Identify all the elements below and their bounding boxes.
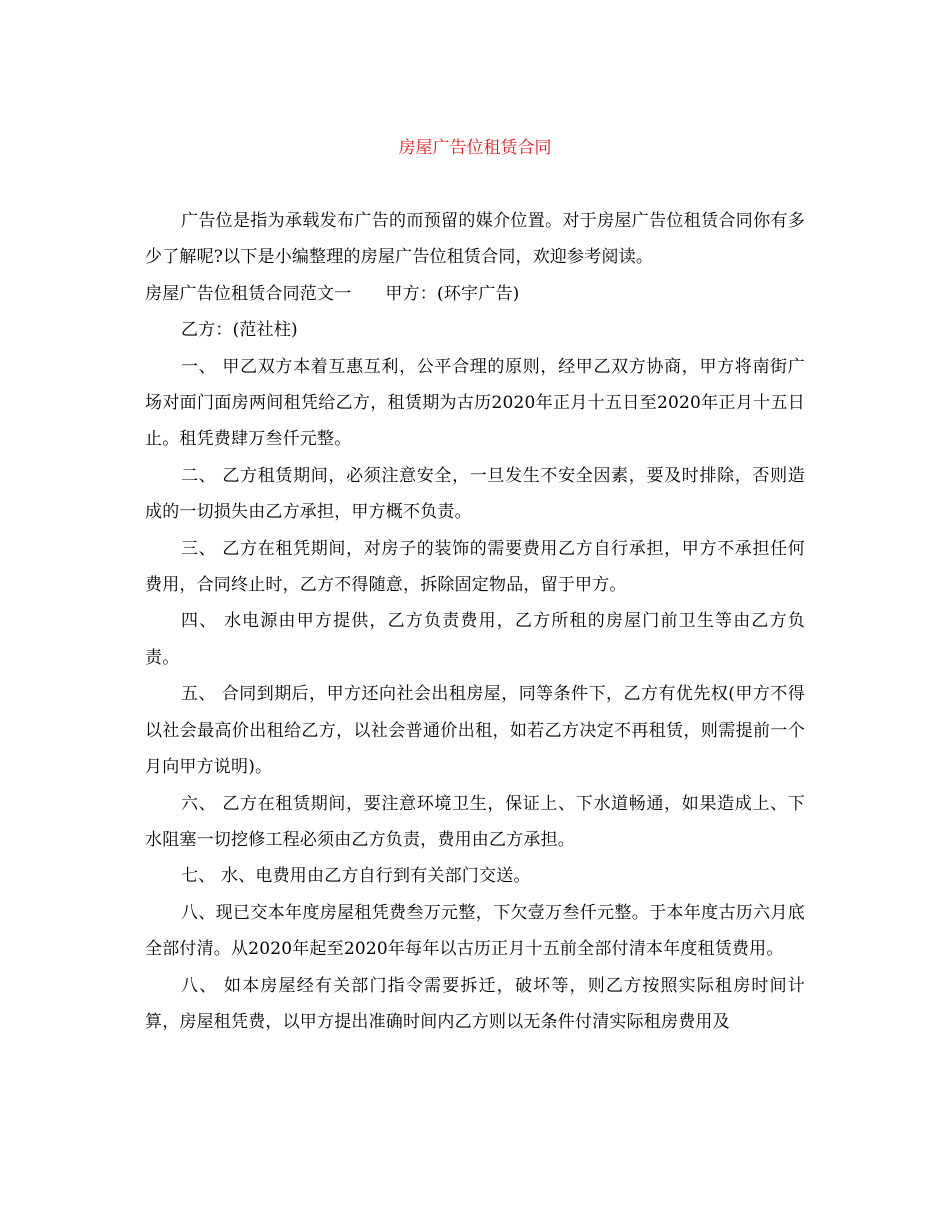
sample-heading: 房屋广告位租赁合同范文一 <box>145 283 352 304</box>
clause-paragraph: 二、 乙方租赁期间，必须注意安全，一旦发生不安全因素，要及时排除，否则造成的一切损失由乙方承担，甲方概不负责。 <box>145 465 805 523</box>
document-title: 房屋广告位租赁合同 <box>398 138 552 158</box>
clause-paragraph: 八、现已交本年度房屋租凭费叁万元整，下欠壹万叁仟元整。于本年度古历六月底全部付清。从2020年起至2020年每年以古历正月十五前全部付清本年度租赁费用。 <box>145 902 805 960</box>
intro-paragraph: 广告位是指为承载发布广告的而预留的媒介位置。对于房屋广告位租赁合同你有多少了解呢?以下是小编整理的房屋广告位租赁合同，欢迎参考阅读。 <box>145 211 805 268</box>
clause-paragraph: 四、 水电源由甲方提供，乙方负责费用，乙方所租的房屋门前卫生等由乙方负责。 <box>145 611 805 668</box>
clause-paragraph: 五、 合同到期后，甲方还向社会出租房屋，同等条件下，乙方有优先权(甲方不得以社会最高价出租给乙方，以社会普通价出租，如若乙方决定不再租赁，则需提前一个月向甲方说明)。 <box>145 684 805 778</box>
sample-heading-line <box>145 276 805 312</box>
clause-paragraph: 八、 如本房屋经有关部门指令需要拆迁，破坏等，则乙方按照实际租房时间计算，房屋租凭费，以甲方提出准确时间内乙方则以无条件付清实际租房费用及 <box>145 975 805 1032</box>
clause-paragraph: 三、 乙方在租凭期间，对房子的装饰的需要费用乙方自行承担，甲方不承担任何费用，合同终止时，乙方不得随意，拆除固定物品，留于甲方。 <box>145 538 805 596</box>
clause-paragraph: 六、 乙方在租赁期间，要注意环境卫生，保证上、下水道畅通，如果造成上、下水阻塞一切挖修工程必须由乙方负责，费用由乙方承担。 <box>145 793 805 850</box>
clause-paragraph: 一、 甲乙双方本着互惠互利，公平合理的原则，经甲乙双方协商，甲方将南街广场对面门面房两间租凭给乙方，租赁期为古历2020年正月十五日至2020年正月十五日止。租凭费肆万叁仟元整。 <box>145 356 805 450</box>
clause-paragraph: 七、 水、电费用由乙方自行到有关部门交送。 <box>181 866 531 887</box>
party-a: 甲方：(环宇广告) <box>385 283 520 304</box>
party-b: 乙方：(范社柱) <box>181 320 298 341</box>
document-body <box>145 203 805 1040</box>
